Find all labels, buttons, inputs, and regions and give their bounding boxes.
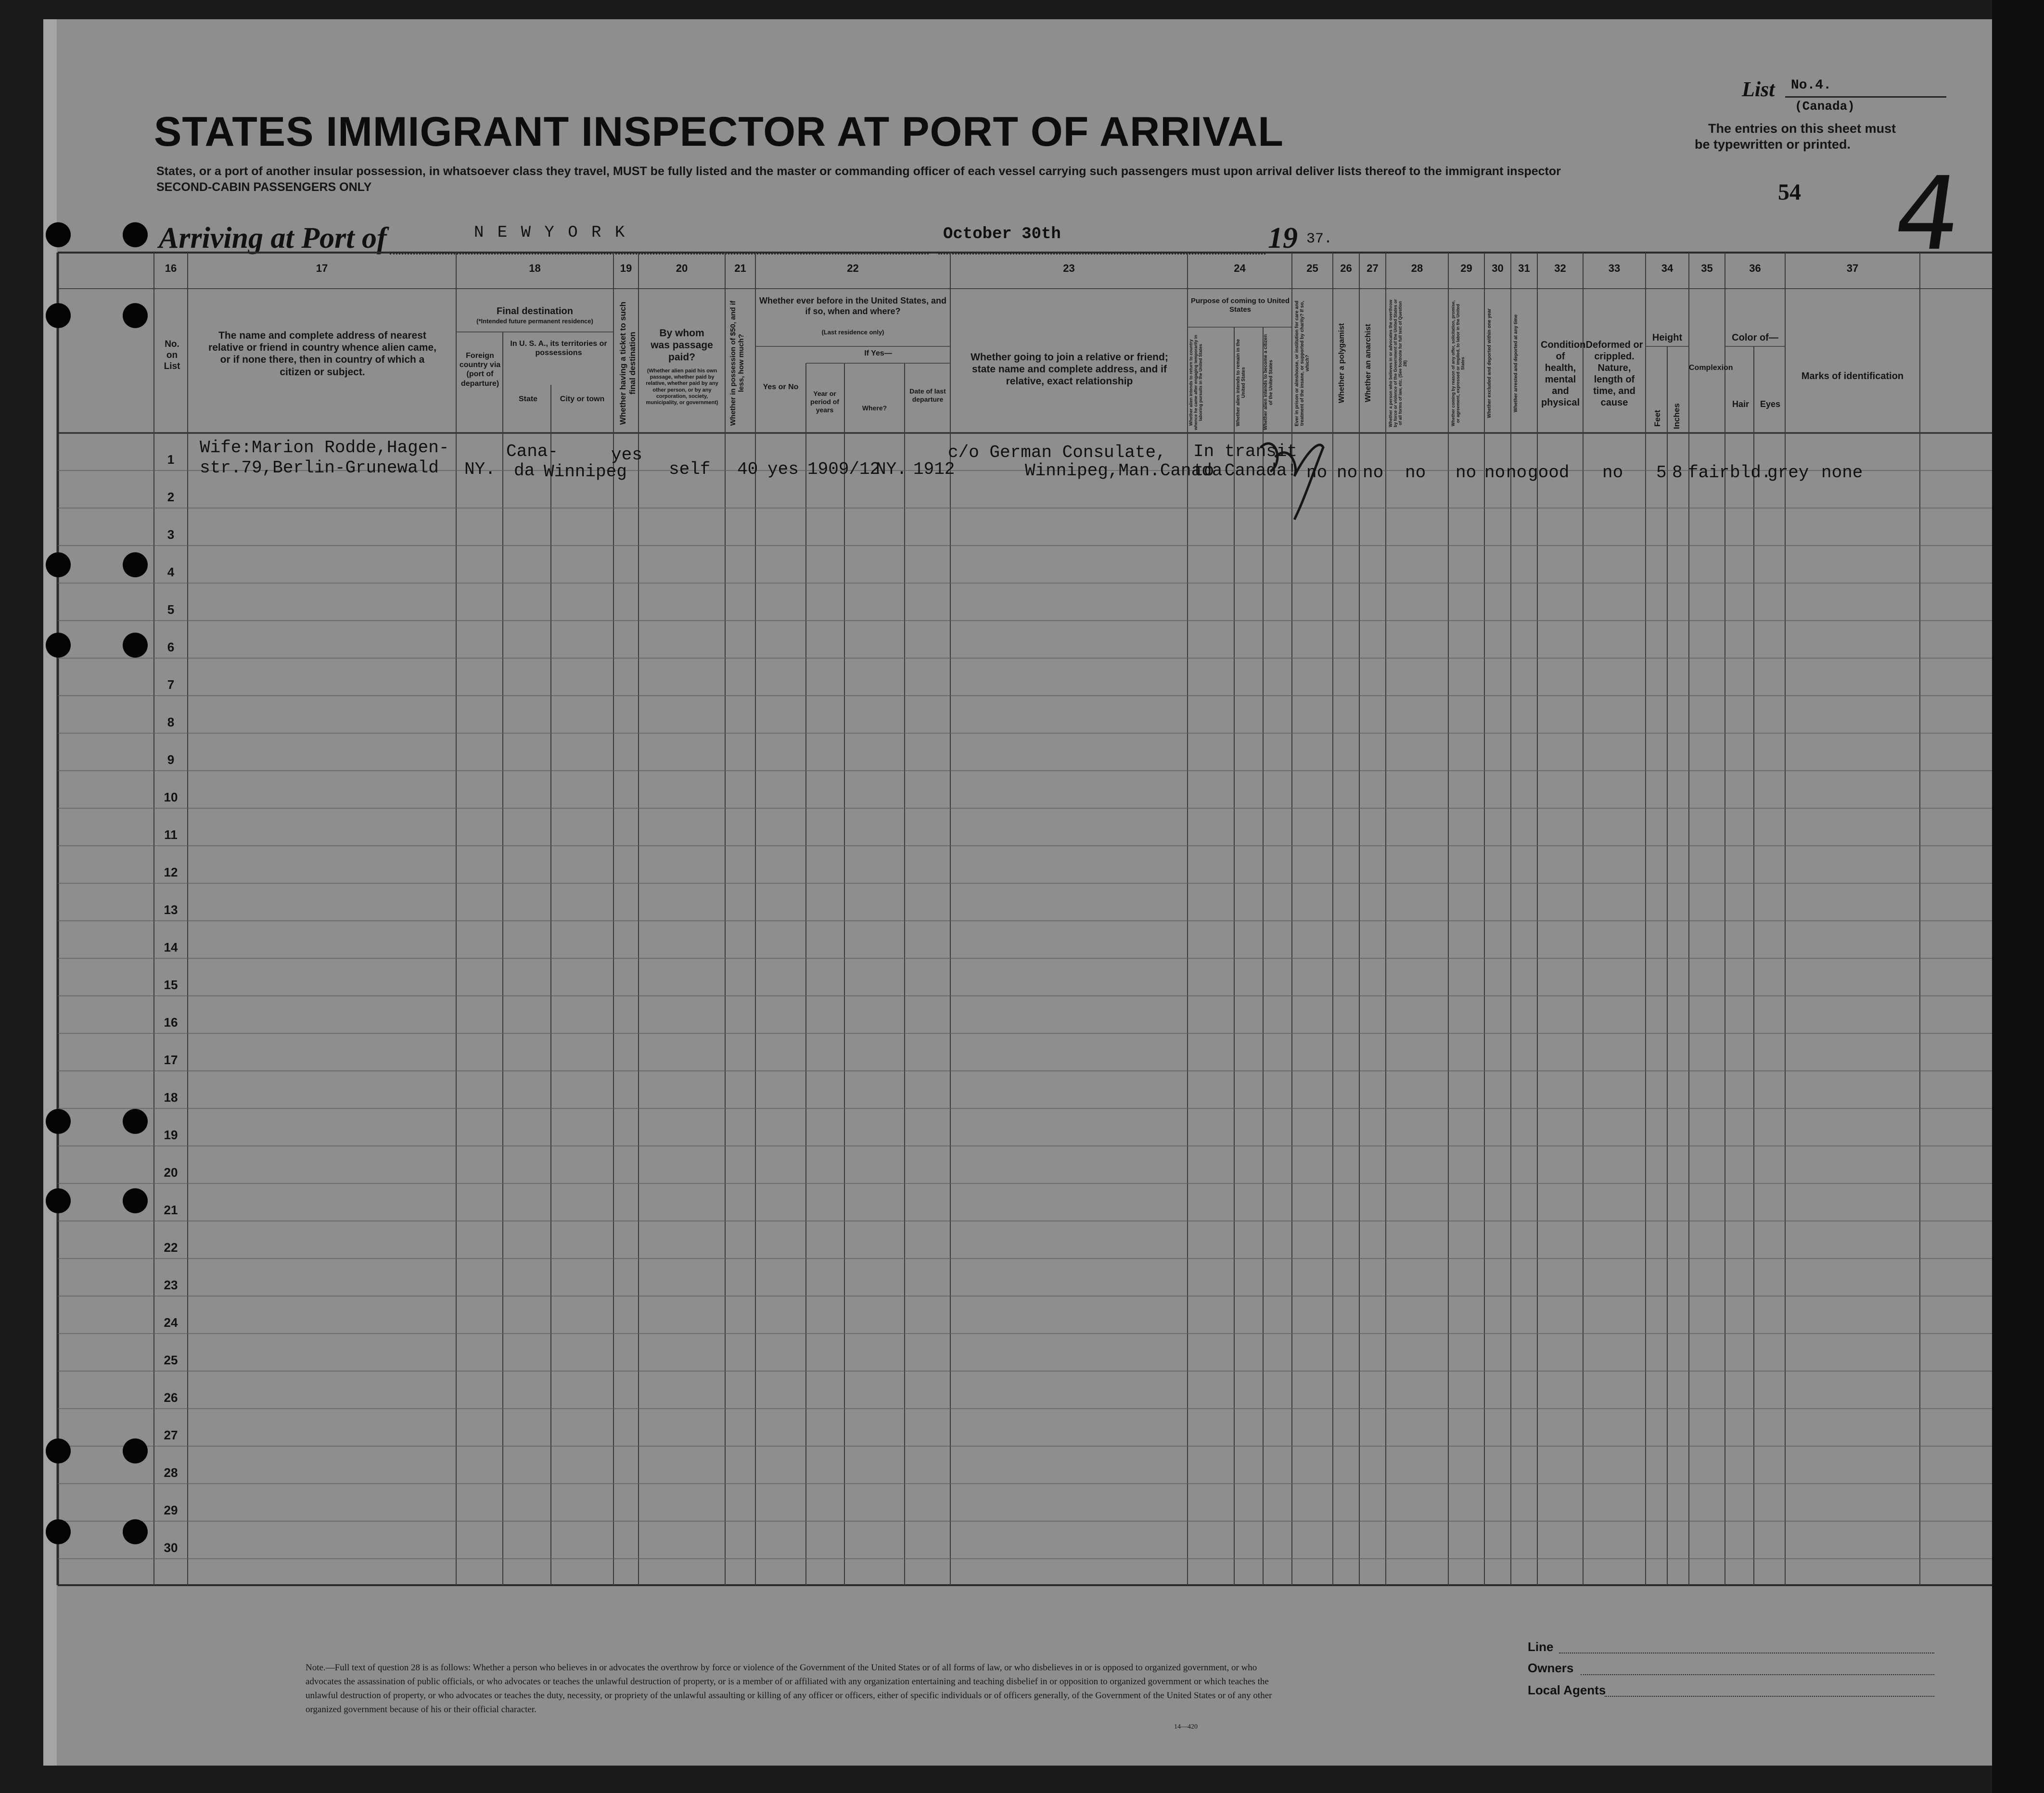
row-number: 13 [164,903,178,917]
list-number: No.4. [1791,78,1832,93]
col-header-31: Whether arrested and deported at any time [1513,314,1519,412]
arriving-label: Arriving at Port of [159,222,387,254]
col-num-28: 28 [1411,262,1423,274]
col-header-26: Whether a polygamist [1338,323,1346,404]
col-num-24: 24 [1234,262,1246,274]
entry-passage-paid-by: self [669,459,711,479]
year-prefix: 19 [1268,222,1298,254]
col-num-26: 26 [1340,262,1352,274]
entry-purpose-line2: to Canada! [1193,461,1298,481]
col-header-17: The name and complete address of nearest relative or friend in country whence alien came, or if none there, then in country of which a citizen or subject. [208,330,436,378]
col-num-23: 23 [1063,262,1075,274]
entry-years: 1909/12 [807,459,881,479]
row-number: 5 [167,602,175,617]
row-number: 25 [164,1353,178,1367]
col-num-29: 29 [1460,262,1472,274]
row-number: 28 [164,1465,178,1480]
entry-q28: no [1405,463,1426,483]
entry-state-line1: Cana- [506,442,559,461]
entry-marks: none [1821,463,1863,483]
col-header-23: Whether going to join a relative or friend; state name and complete address, and if relative, exact relationship [971,352,1168,387]
manifest-grid [43,19,1992,1766]
col-header-24-b: Whether alien intends to remain in the United States [1236,339,1246,426]
row-number: 11 [164,827,178,842]
col-header-24-c: Whether alien intends to become a citizen of the United States [1263,334,1274,431]
list-sub: (Canada) [1795,99,1855,114]
col-num-37: 37 [1846,262,1859,274]
form-number: 14—420 [1174,1723,1198,1730]
entry-join-line1: c/o German Consulate, [948,443,1166,462]
row-number: 10 [164,790,178,804]
row-number: 6 [167,640,175,654]
entry-excluded: no [1484,463,1506,483]
col-num-36: 36 [1749,262,1761,274]
col-num-17: 17 [316,262,328,274]
punch-hole [123,1188,148,1213]
col-header-36-hair: Hair [1732,399,1749,409]
entry-money: 40 [737,459,758,479]
punch-hole [46,1438,71,1463]
col-header-18-city: City or town [560,395,605,403]
col-num-30: 30 [1492,262,1504,274]
entry-feet: 5 [1656,463,1667,483]
row-number: 30 [164,1540,178,1555]
col-header-33: Deformed or crippled. Nature, length of time, and cause [1585,340,1643,408]
col-header-18-sub: (*Intended future permanent residence) [476,318,593,325]
row-number: 2 [167,490,175,504]
col-header-18-state: State [518,395,538,403]
row-number: 27 [164,1428,178,1442]
col-num-31: 31 [1518,262,1530,274]
col-header-27: Whether an anarchist [1364,324,1372,403]
page-title: STATES IMMIGRANT INSPECTOR AT PORT OF ARRIVAL [154,109,1284,155]
col-header-24: Purpose of coming to United States [1191,297,1290,314]
col-num-21: 21 [734,262,746,274]
col-header-25: Ever in prison or almshouse, or institution for care and treatment of the insane, or supported by charity? If so, which? [1294,300,1310,426]
col-header-22-year: Year or period of years [810,390,839,414]
punch-hole [123,222,148,247]
col-header-34: Height [1652,332,1683,343]
row-number: 22 [164,1240,178,1255]
col-header-22: Whether ever before in the United States, and if so, when and where? [759,296,947,316]
col-header-18: Final destination [497,306,573,317]
punch-hole [46,303,71,328]
col-header-30: Whether excluded and deported within one year [1487,308,1492,418]
col-header-36-eyes: Eyes [1760,399,1781,409]
entry-state-line2: da [514,461,535,481]
row-number: 9 [167,752,175,767]
punch-hole [46,222,71,247]
port-name: N E W Y O R K [474,224,627,242]
col-header-21: Whether in possession of $50, and if less, how much? [729,300,745,426]
row-number: 1 [167,452,175,467]
typewritten-note-2: be typewritten or printed. [1695,137,1851,152]
col-header-28: Whether a person who believes in or advocates the overthrow by force or violence of the Government of the United States or of all forms of law, etc. (See footnote for full text of Question 28) [1388,299,1407,428]
entry-inches: 8 [1672,463,1683,483]
list-label: List [1742,77,1775,101]
entry-foreign-country: NY. [464,459,496,479]
col-header-22-where: Where? [862,404,887,412]
punch-hole [46,1109,71,1134]
entry-anarchist: no [1363,463,1384,483]
entry-q29: no [1456,463,1477,483]
handwritten-initials-mark [1246,428,1342,529]
entry-relative-line1: Wife:Marion Rodde,Hagen- [200,438,449,458]
row-number: 18 [164,1090,178,1105]
footer-agents-underline [1605,1696,1934,1697]
footer-agents-label: Local Agents [1528,1683,1606,1697]
entry-join-line2: Winnipeg,Man.Canada [1025,461,1223,481]
col-header-20: By whom was passage paid? [651,328,713,363]
row-number: 20 [164,1165,178,1180]
punch-hole [123,1109,148,1134]
row-number: 29 [164,1503,178,1517]
row-number: 16 [164,1015,178,1030]
col-header-24-a: Whether alien intends to return to country whence he came after engaging temporarily in laboring pursuits in the United States [1188,334,1203,431]
entry-purpose-line1: In transit [1193,442,1298,461]
entry-last-departure: 1912 [913,459,955,479]
punch-hole [46,1519,71,1544]
col-header-16: No. on List [164,339,180,371]
row-number: 14 [164,940,178,954]
entry-polygamist: no [1337,463,1358,483]
col-header-36: Color of— [1732,332,1778,343]
typewritten-note-1: The entries on this sheet must [1708,121,1896,136]
punch-hole [123,633,148,658]
col-num-27: 27 [1367,262,1379,274]
page-handwritten-number: 4 [1887,155,1968,273]
col-num-34: 34 [1661,262,1674,274]
row-number: 19 [164,1128,178,1142]
row-number: 8 [167,715,175,729]
entry-eyes: grey [1767,463,1809,483]
col-header-34-feet: Feet [1653,410,1662,427]
page-stamp: 54 [1778,179,1801,205]
punch-hole [123,1519,148,1544]
col-num-22: 22 [847,262,859,274]
col-num-32: 32 [1554,262,1566,274]
col-num-19: 19 [620,262,632,274]
header-subtitle-2: SECOND-CABIN PASSENGERS ONLY [156,180,372,194]
col-header-22-date: Date of last departure [909,387,946,403]
row-number: 23 [164,1278,178,1292]
col-header-18-foreign: Foreign country via (port of departure) [459,352,501,388]
row-number: 21 [164,1203,178,1217]
row-number: 3 [167,527,175,542]
punch-hole [123,1438,148,1463]
col-header-37: Marks of identification [1801,371,1904,381]
col-num-25: 25 [1306,262,1318,274]
punch-hole [46,1188,71,1213]
row-number: 24 [164,1315,178,1330]
col-header-29: Whether coming by reason of any offer, solicitation, promise, or agreement, expressed or implied, to labor in the United States [1451,300,1465,426]
arrival-date: October 30th [943,225,1061,243]
entry-hair: bld. [1730,463,1772,483]
punch-hole [46,552,71,577]
col-header-18-usa: In U. S. A., its territories or possessions [510,340,607,357]
entry-prison: no [1306,463,1328,483]
year-suffix: 37. [1306,231,1333,247]
col-header-34-inches: Inches [1672,403,1681,429]
row-number: 26 [164,1390,178,1405]
entry-deformed: no [1602,463,1623,483]
col-header-22-yesno: Yes or No [763,383,799,391]
entry-complexion: fair [1688,463,1730,483]
entry-ticket: yes [611,445,642,465]
manifest-sheet [43,19,1992,1766]
row-number: 4 [167,565,175,579]
row-number: 15 [164,978,178,992]
entry-before-in-us: yes [767,459,799,479]
footer-line-label: Line [1528,1640,1554,1654]
col-num-16: 16 [165,262,177,274]
col-header-35: Complexion [1689,364,1733,372]
punch-hole [123,303,148,328]
col-header-19: Whether having a ticket to such final destination [618,302,637,425]
col-num-35: 35 [1701,262,1713,274]
row-number: 7 [167,677,175,692]
entry-where: NY. [876,459,907,479]
entry-health: good [1528,463,1570,483]
entry-city: Winnipeg [544,462,627,482]
col-num-33: 33 [1608,262,1621,274]
col-num-20: 20 [676,262,688,274]
col-header-32: Condition of health, mental and physical [1541,340,1586,408]
col-header-22-ifyes: If Yes— [864,349,892,357]
col-header-22-sub: (Last residence only) [821,329,884,336]
footnote-question-28: Note.—Full text of question 28 is as follows: Whether a person who believes in or advocates the overthrow by force or violence of the Government of the United States or of all forms of law, or who disbelieves in or is opposed to organized government, or who advocates the assassination of public officials, or who advocates or teaches the unlawful destruction of property, or is a member of or affiliated with any organization entertaining and teaching disbelief in or opposition to organized government or which teaches the unlawful destruction of property, or who advocates or teaches the duty, necessity, or propriety of the unlawful assaulting or killing of any officer or officers, either of specific individuals or of officers generally, of the Government of the United States or of any other organized government because of his or their official character. [306,1663,1272,1715]
row-number: 12 [164,865,178,879]
punch-hole [46,633,71,658]
footer-owners-underline [1581,1674,1934,1675]
footer-owners-label: Owners [1528,1661,1574,1675]
row-number: 17 [164,1053,178,1067]
punch-hole [123,552,148,577]
col-num-18: 18 [529,262,541,274]
entry-deported: no [1506,463,1527,483]
header-subtitle-1: States, or a port of another insular possession, in whatsoever class they travel, MUST be fully listed and the master or commanding officer of each vessel carrying such passengers must upon arrival deliver lists thereof to the immigrant inspector [156,165,1561,178]
col-header-20-sub: (Whether alien paid his own passage, whether paid by relative, whether paid by any other person, or by any corporation, society, municipality, or government) [646,368,718,406]
right-binding-edge [1992,0,2044,1793]
entry-relative-line2: str.79,Berlin-Grunewald [200,458,439,478]
